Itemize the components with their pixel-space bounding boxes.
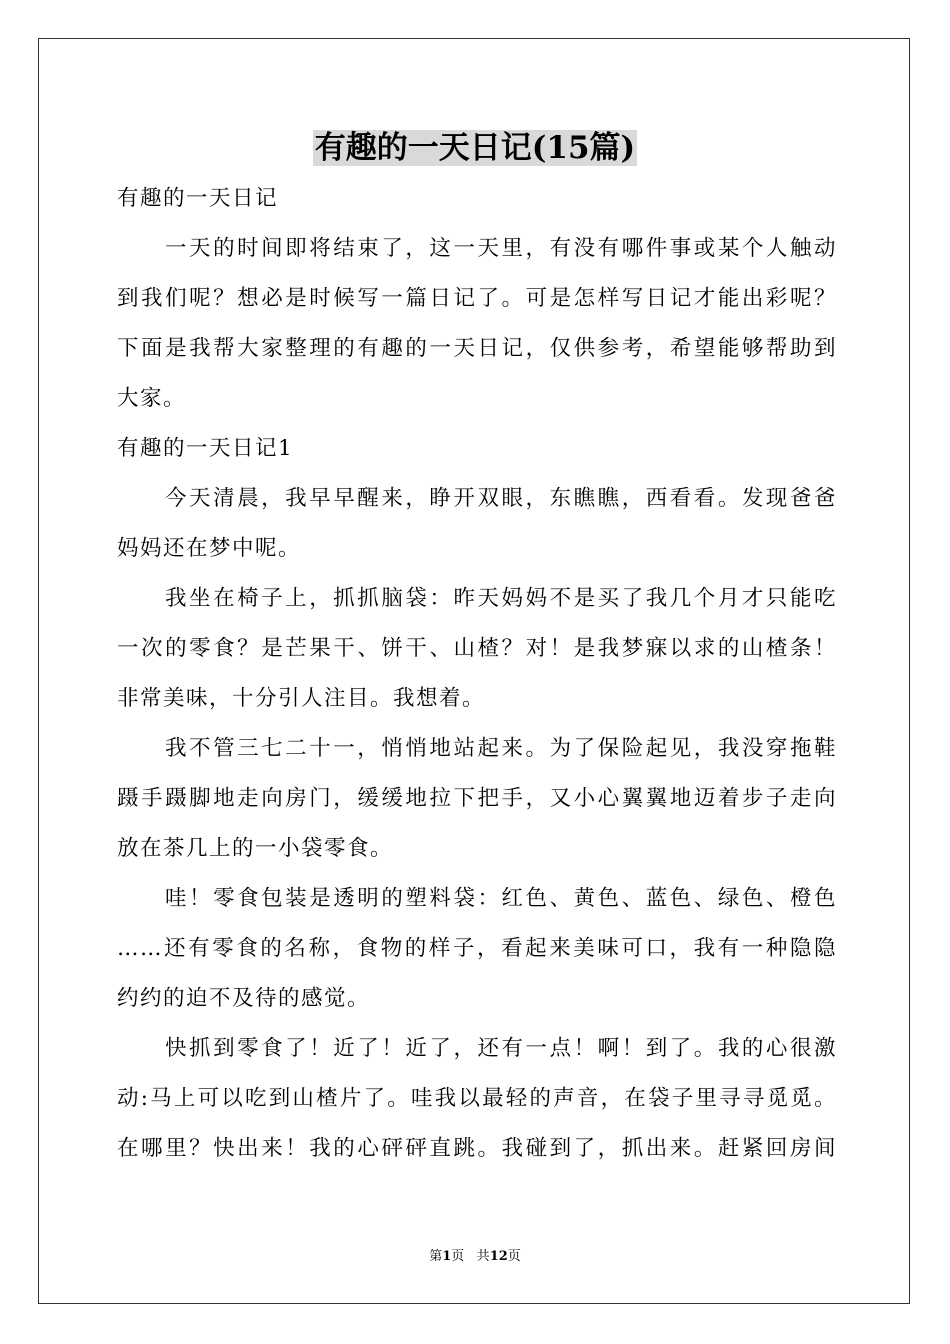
text-line: 有趣的一天日记 xyxy=(117,186,279,211)
text-line: 动:马上可以吃到山楂片了。哇我以最轻的声音，在袋子里寻寻觅觅。 xyxy=(117,1086,837,1111)
text-line: 下面是我帮大家整理的有趣的一天日记，仅供参考，希望能够帮助到 xyxy=(117,336,837,361)
text-line: 在哪里？快出来！我的心砰砰直跳。我碰到了，抓出来。赶紧回房间 xyxy=(117,1136,837,1161)
document-title xyxy=(0,126,950,170)
footer-page-prefix: 第 xyxy=(429,1249,443,1264)
footer-page-suffix: 页 xyxy=(451,1249,465,1264)
paragraph-first-line: 快抓到零食了！近了！近了，还有一点！啊！到了。我的心很激 xyxy=(165,1036,837,1061)
paragraph-first-line: 我坐在椅子上，抓抓脑袋：昨天妈妈不是买了我几个月才只能吃 xyxy=(165,586,837,611)
text-line: 约约的迫不及待的感觉。 xyxy=(117,986,371,1011)
text-line: 有趣的一天日记1 xyxy=(117,436,294,461)
document-title-text: 有趣的一天日记(15篇) xyxy=(314,130,636,166)
paragraph-first-line: 一天的时间即将结束了，这一天里，有没有哪件事或某个人触动 xyxy=(165,236,837,261)
text-line: 妈妈还在梦中呢。 xyxy=(117,536,302,561)
footer-total-prefix: 共 xyxy=(476,1249,490,1264)
page-footer xyxy=(0,1248,950,1266)
text-line: 蹑手蹑脚地走向房门，缓缓地拉下把手，又小心翼翼地迈着步子走向 xyxy=(117,786,837,811)
text-line: 到我们呢？想必是时候写一篇日记了。可是怎样写日记才能出彩呢？ xyxy=(117,286,837,311)
footer-page-number: 1 xyxy=(442,1249,452,1264)
text-line: 放在茶几上的一小袋零食。 xyxy=(117,836,394,861)
paragraph-first-line: 今天清晨，我早早醒来，睁开双眼，东瞧瞧，西看看。发现爸爸 xyxy=(165,486,837,511)
footer-total-suffix: 页 xyxy=(507,1249,521,1264)
text-line: ……还有零食的名称，食物的样子，看起来美味可口，我有一种隐隐 xyxy=(117,936,837,961)
text-line: 非常美味，十分引人注目。我想着。 xyxy=(117,686,486,711)
footer-total-pages: 12 xyxy=(489,1249,508,1264)
text-line: 大家。 xyxy=(117,386,187,411)
paragraph-first-line: 哇！零食包装是透明的塑料袋：红色、黄色、蓝色、绿色、橙色 xyxy=(165,886,837,911)
paragraph-first-line: 我不管三七二十一，悄悄地站起来。为了保险起见，我没穿拖鞋 xyxy=(165,736,837,761)
text-line: 一次的零食？是芒果干、饼干、山楂？对！是我梦寐以求的山楂条！ xyxy=(117,636,837,661)
document-body xyxy=(117,174,837,1174)
